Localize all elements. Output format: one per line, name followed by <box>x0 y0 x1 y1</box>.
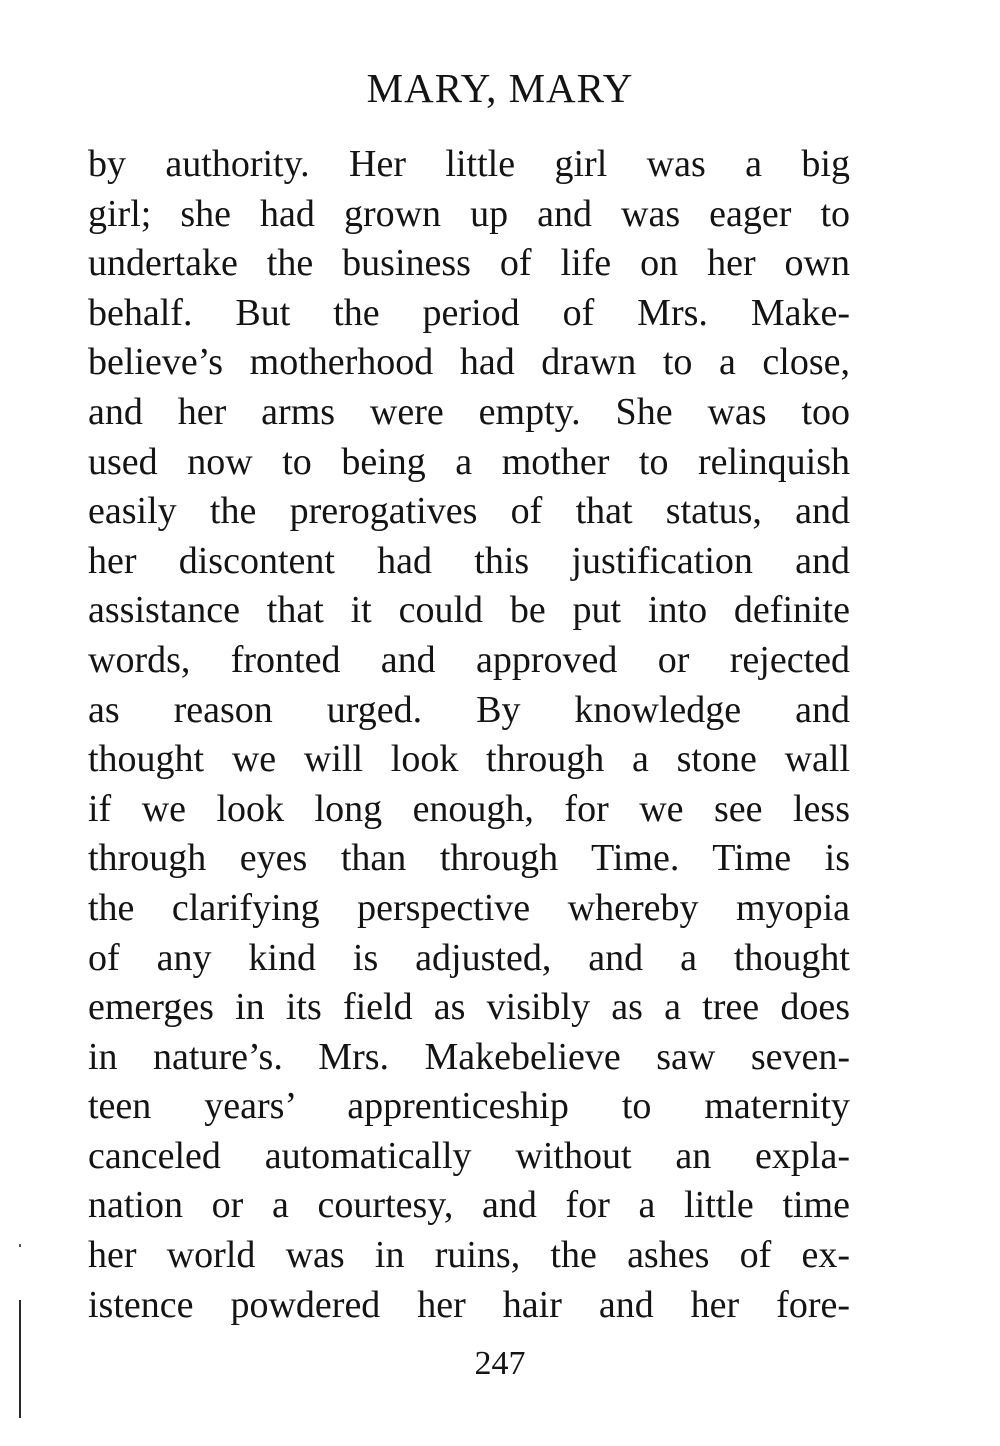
text-line: of any kind is adjusted, and a thought <box>88 936 850 979</box>
text-line: the clarifying perspective whereby myopia <box>88 886 850 929</box>
text-line: behalf. But the period of Mrs. Make- <box>88 291 850 334</box>
body-text <box>88 140 850 1330</box>
text-line: believe’s motherhood had drawn to a close, <box>88 341 850 384</box>
scan-margin-rule <box>19 1300 21 1418</box>
text-line: nation or a courtesy, and for a little time <box>88 1184 850 1227</box>
text-line: her world was in ruins, the ashes of ex- <box>88 1234 850 1277</box>
text-line: assistance that it could be put into definite <box>88 589 850 632</box>
scan-margin-mark <box>19 1244 21 1247</box>
page-number: 247 <box>474 1345 526 1382</box>
text-line: used now to being a mother to relinquish <box>88 440 850 483</box>
text-line: and her arms were empty. She was too <box>88 390 850 433</box>
text-line: by authority. Her little girl was a big <box>88 143 850 185</box>
text-line: as reason urged. By knowledge and <box>88 688 850 731</box>
text-line: in nature’s. Mrs. Makebelieve saw seven- <box>88 1035 850 1078</box>
text-line: thought we will look through a stone wall <box>88 738 850 781</box>
text-line: istence powdered her hair and her fore- <box>88 1283 850 1326</box>
text-line: teen years’ apprenticeship to maternity <box>88 1085 850 1128</box>
text-line: canceled automatically without an expla- <box>88 1134 850 1177</box>
text-line: girl; she had grown up and was eager to <box>88 192 850 235</box>
text-line: words, fronted and approved or rejected <box>88 638 850 681</box>
text-line: emerges in its field as visibly as a tree does <box>88 986 850 1029</box>
text-line: if we look long enough, for we see less <box>88 787 850 830</box>
text-line: through eyes than through Time. Time is <box>88 837 850 880</box>
text-line: undertake the business of life on her own <box>88 242 850 285</box>
text-line: her discontent had this justification and <box>88 539 850 582</box>
text-line: easily the prerogatives of that status, and <box>88 490 850 533</box>
running-head: MARY, MARY <box>366 65 634 111</box>
